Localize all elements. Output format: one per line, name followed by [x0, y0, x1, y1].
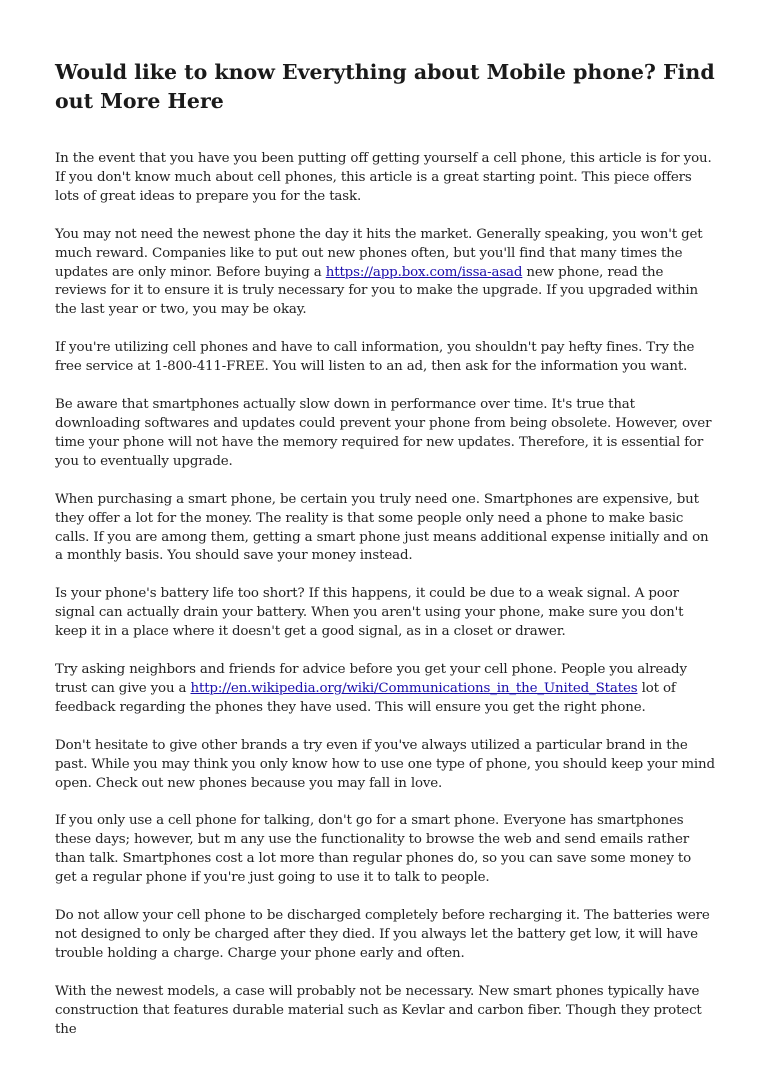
paragraph-text: new phone, read the reviews for it to ensure it is truly necessary for you to make the upgrade. If you upgraded within the last year or two, you may be okay.: [55, 264, 699, 318]
paragraph-battery-life: Is your phone's battery life too short? If this happens, it could be due to a weak signal. A poor signal can actually drain your battery. When you aren't using your phone, make sure you don't keep it in a place where it doesn't get a good signal, as in a closet or drawer.: [55, 586, 684, 640]
paragraph-text: lot of feedback regarding the phones they have used. This will ensure you get the right phone.: [55, 680, 676, 715]
paragraph-talking-only: If you only use a cell phone for talking, don't go for a smart phone. Everyone has smartphones these days; however, but m any use the functionality to browse the web and send emails rather than talk. Smartphones cost a lot more than regular phones do, so you can save some money to get a regular phone if you're just going to use it to talk to people.: [55, 813, 691, 886]
paragraph-performance: Be aware that smartphones actually slow down in performance over time. It's true that downloading softwares and updates could prevent your phone from being obsolete. However, over time your phone will not have the memory required for new updates. Therefore, it is essential for you to eventually upgrade.: [55, 397, 712, 469]
paragraph-other-brands: Don't hesitate to give other brands a try even if you've always utilized a particular brand in the past. While you may think you only know how to use one type of phone, you should keep your mind open. Check out new phones because you may fall in love.: [55, 737, 715, 791]
paragraph-neighbors-advice: [55, 661, 715, 718]
paragraph-text: You may not need the newest phone the day it hits the market. Generally speaking, you won't get much reward. Companies like to put out new phones often, but you'll find that many times the updates are only minor. Before buying a: [55, 226, 703, 280]
paragraph-case: With the newest models, a case will probably not be necessary. New smart phones typically have construction that features durable material such as Kevlar and carbon fiber. Though they protect the: [55, 983, 702, 1037]
paragraph-discharge: Do not allow your cell phone to be discharged completely before recharging it. The batteries were not designed to only be charged after they died. If you always let the battery get low, it will have trouble holding a charge. Charge your phone early and often.: [55, 908, 710, 961]
box-link[interactable]: https://app.box.com/issa-asad: [325, 264, 523, 280]
paragraph-smart-phone-need: When purchasing a smart phone, be certain you truly need one. Smartphones are expensive, but they offer a lot for the money. The reality is that some people only need a phone to make basic calls. If you are among them, getting a smart phone just means additional expense initially and on a monthly basis. You should save your money instead.: [55, 491, 709, 564]
paragraph-call-information: If you're utilizing cell phones and have to call information, you shouldn't pay hefty fines. Try the free service at 1-800-411-FREE. You will listen to an ad, then ask for the information you want.: [55, 340, 695, 375]
article-title: Would like to know Everything about Mobile phone? Find out More Here: [55, 60, 715, 113]
paragraph-newest-phone: [55, 226, 715, 321]
paragraph-text: Try asking neighbors and friends for advice before you get your cell phone. People you already trust can give you a: [55, 662, 687, 696]
article-body: [55, 58, 715, 1059]
paragraph-intro: In the event that you have you been putting off getting yourself a cell phone, this article is for you. If you don't know much about cell phones, this article is a great starting point. This piece offers lots of great ideas to prepare you for the task.: [55, 151, 712, 204]
wikipedia-link[interactable]: http://en.wikipedia.org/wiki/Communications_in_the_United_States: [190, 680, 638, 696]
